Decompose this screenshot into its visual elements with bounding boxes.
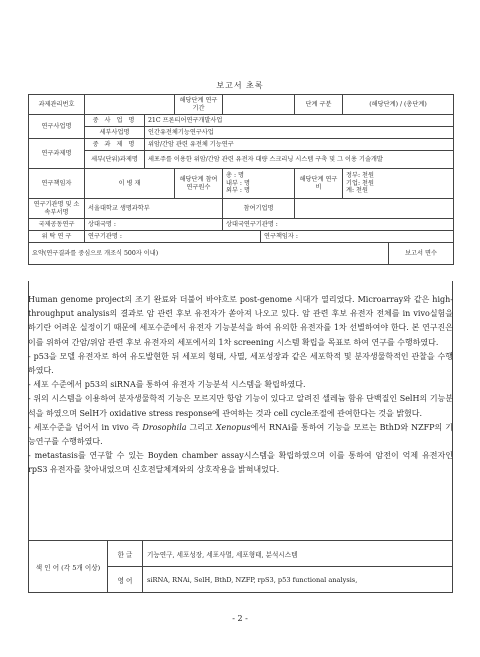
detail-title-label: 세부(단위)과제명 (85, 151, 145, 169)
funds-label: 해당단계 연구비 (295, 169, 343, 199)
main-title-label: 중 과 제 명 (85, 139, 145, 151)
summary-body (28, 293, 453, 478)
consign-label: 위 탁 연 구 (29, 231, 85, 243)
keywords-en-label: 영 어 (108, 567, 143, 593)
keywords-table (28, 540, 453, 593)
intl-partner-institution: 상대국연구기관명 : (223, 219, 454, 231)
summary-item-1: - p53을 모델 유전자로 하여 유도발현한 뒤 세포의 형태, 사멸, 세포성장과 같은 세포학적 및 분자생물학적인 관찰을 수행하였다. (28, 351, 453, 376)
page-number: - 2 - (232, 614, 248, 623)
project-no-label: 과제관리번호 (29, 95, 85, 115)
institution-value: 서울대학교 생명과학부 (85, 199, 223, 219)
keywords-en-value: siRNA, RNAi, SelH, BthD, NZFP, rpS3, p53 functional analysis, (143, 567, 453, 593)
detail-program-value: 인간유전체기능연구사업 (145, 127, 454, 139)
intl-partner: 상대국명 : (85, 219, 223, 231)
funds-gov: 정부: 천원 (346, 172, 374, 180)
keywords-ko-value: 기능연구, 세포성장, 세포사멸, 세포형태, 분석시스템 (143, 541, 453, 567)
summary-item-3: - 위의 시스템을 이용하여 분자생물학적 기능은 모르지만 항암 기능이 있다고 알려진 셀레늄 함유 단백질인 SelH의 기능분석을 하였으며 SelH가 oxidative stress response에 관여하는 것과 cell cycle조절에 관여한다는 것을 밝혔다. (28, 394, 453, 418)
funds-corp: 기업: 천원 (346, 179, 374, 187)
researchers-internal: 내부 : 명 (226, 179, 250, 187)
report-meta-table (28, 94, 454, 265)
participating-company-value (295, 199, 454, 219)
project-title-label: 연구과제명 (29, 139, 85, 169)
consign-pi: 연구책임자 : (261, 231, 454, 243)
researchers-total: 총 : 명 (226, 172, 244, 180)
keywords-label: 색 인 어 (각 5개 이상) (29, 541, 108, 593)
summary-label: 요약(연구결과를 중심으로 개조식 500자 이내) (29, 243, 389, 265)
middle-program-value: 21C 프론티어연구개발사업 (145, 115, 454, 127)
period-value (223, 95, 295, 115)
stage-value: (해당단계) / (총단계) (343, 95, 454, 115)
intl-label: 국제공동연구 (29, 219, 85, 231)
participating-company-label: 참여기업명 (223, 199, 295, 219)
pages-label: 보고서 면수 (389, 243, 454, 265)
summary-item-4: - 세포수준을 넘어서 in vivo 즉 Drosophila 그리고 Xenopus에서 RNAi를 통하여 기능을 모르는 BthD와 NZFP의 기능연구를 수행하였다. (28, 422, 454, 447)
consign-institution: 연구기관명 : (85, 231, 261, 243)
researchers-counts (223, 169, 295, 199)
project-no-value (85, 95, 175, 115)
researchers-external: 외부 : 명 (226, 187, 250, 195)
pi-value: 이 병 재 (85, 169, 175, 199)
summary-intro: Human genome project의 조기 완료와 더불어 바야흐로 post-genome 시대가 열리었다. Microarray와 같은 high-throughput analysis의 결과로 암 관련 후보 유전자가 쏟아져 나오고 있다. 암 관련 후보 유전자 전체를 in vivo실험을 하기란 어려운 실정이기 때문에 세포수준에서 유전자 기능분석을 하여 유의한 유전자를 1차 선별하여야 한다. 본 연구진은 이를 위하여 간암/위암 관련 후보 유전자의 세포에서의 1차 screening 시스템 확립을 목표로 하여 연구를 수행하였다. (28, 295, 453, 347)
funds-total: 계: 천원 (346, 187, 368, 195)
stage-label: 단계 구분 (295, 95, 343, 115)
keywords-ko-label: 한 글 (108, 541, 143, 567)
middle-program-label: 중 사 업 명 (85, 115, 145, 127)
researchers-label: 해당단계 참여연구원수 (175, 169, 223, 199)
main-title-value: 위암/간암 관련 유전체 기능연구 (145, 139, 454, 151)
pi-label: 연구책임자 (29, 169, 85, 199)
program-label: 연구사업명 (29, 115, 85, 139)
summary-item-2: - 세포 수준에서 p53의 siRNA를 통하여 유전자 기능분석 시스템을 확립하였다. (28, 380, 306, 390)
institution-label: 연구기관명 및 소속부서명 (29, 199, 85, 219)
summary-item-5: - metastasis를 연구할 수 있는 Boyden chamber assay시스템을 확립하였으며 이를 통하여 암전이 억제 유전자인 rpS3 유전자를 찾아내었으며 신호전달체계와의 상호작용을 밝혀내었다. (28, 451, 453, 475)
page-title: 보고서 초록 (216, 81, 264, 90)
funds-values (343, 169, 454, 199)
detail-title-value: 세포주를 이용한 위암/간암 관련 유전자 대량 스크리닝 시스템 구축 및 그 이용 기술개발 (145, 151, 454, 169)
period-label: 해당단계 연구기간 (175, 95, 223, 115)
detail-program-label: 세부사업명 (85, 127, 145, 139)
